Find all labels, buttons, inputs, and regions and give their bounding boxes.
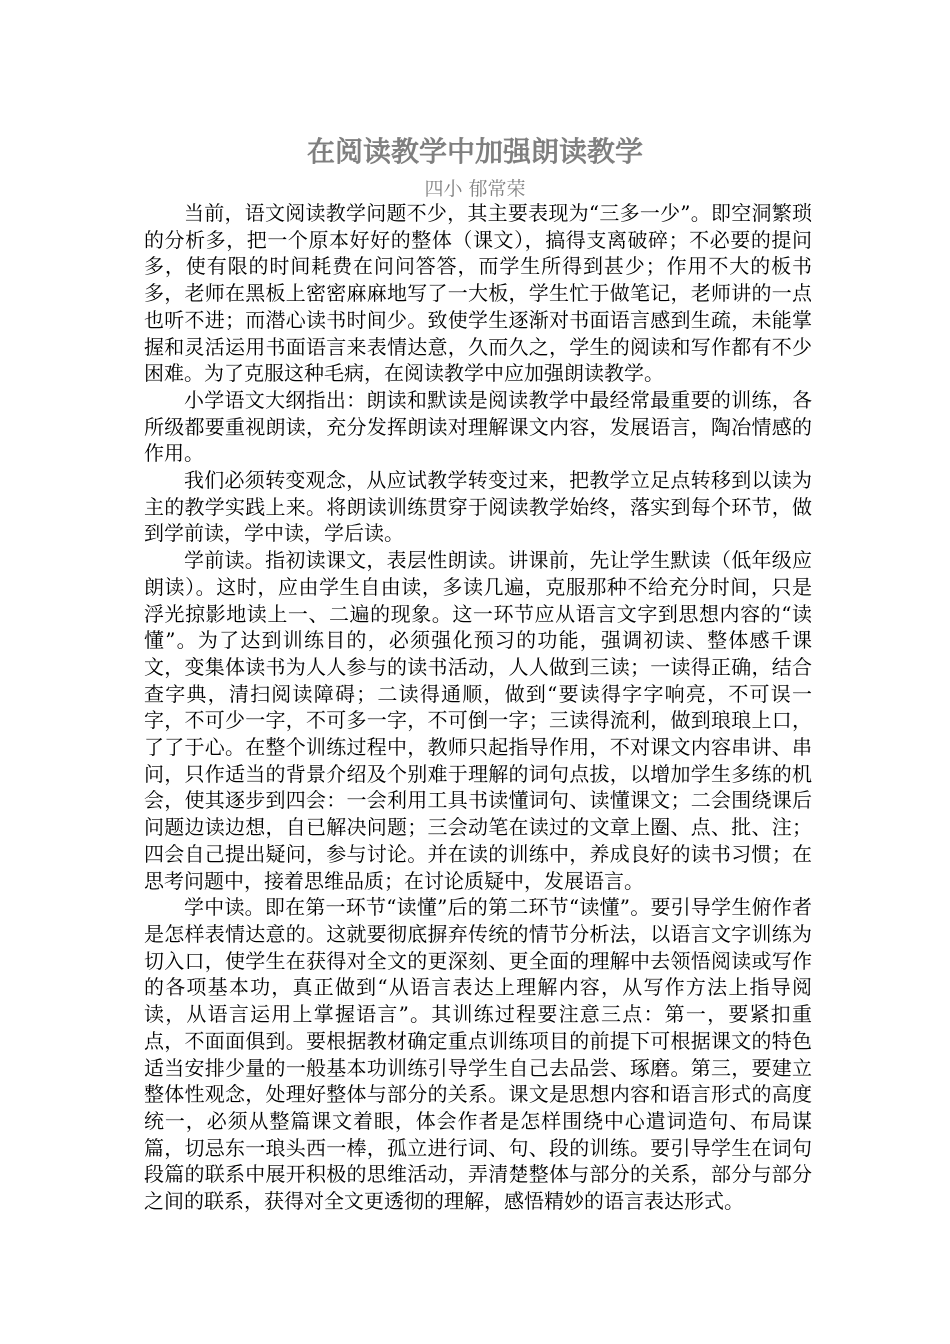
document-title: 在阅读教学中加强朗读教学 [306, 135, 643, 168]
document-author: 四小 郁常荣 [424, 178, 526, 200]
paragraph-1: 当前，语文阅读教学问题不少，其主要表现为“三多一少”。即空洞繁琐的分析多，把一个原本好好的整体（课文），搞得支离破碎；不必要的提问多，使有限的时间耗费在问问答答，而学生所得到甚少；作用不大的板书多，老师在黑板上密密麻麻地写了一大板，学生忙于做笔记，老师讲的一点也听不进；而潜心读书时间少。致使学生逐渐对书面语言感到生疏，未能掌握和灵活运用书面语言来表情达意，久而久之，学生的阅读和写作都有不少困难。为了克服这种毛病，在阅读教学中应加强朗读教学。 [144, 201, 812, 386]
paragraph-5: 学中读。即在第一环节“读懂”后的第二环节“读懂”。要引导学生俯作者是怎样表情达意的。这就要彻底摒弃传统的情节分析法，以语言文字训练为切入口，使学生在获得对全文的更深刻、更全面的理解中去领悟阅读或写作的各项基本功，真正做到“从语言表达上理解内容，从写作方法上指导阅读，从语言运用上掌握语言”。其训练过程要注意三点：第一，要紧扣重点，不面面俱到。要根据教材确定重点训练项目的前提下可根据课文的特色适当安排少量的一般基本功训练引导学生自己去品尝、琢磨。第三，要建立整体性观念，处理好整体与部分的关系。课文是思想内容和语言形式的高度统一，必须从整篇课文着眼，体会作者是怎样围绕中心遣词造句、布局谋篇，切忌东一琅头西一棒，孤立进行词、句、段的训练。要引导学生在词句段篇的联系中展开积极的思维活动，弄清楚整体与部分的关系，部分与部分之间的联系，获得对全文更透彻的理解，感悟精妙的语言表达形式。 [144, 895, 812, 1214]
paragraph-2: 小学语文大纲指出：朗读和默读是阅读教学中最经常最重要的训练，各所级都要重视朗读，充分发挥朗读对理解课文内容，发展语言，陶冶情感的作用。 [144, 387, 812, 466]
document-body [144, 200, 812, 1215]
paragraph-4: 学前读。指初读课文，表层性朗读。讲课前，先让学生默读（低年级应朗读）。这时，应由学生自由读，多读几遍，克服那种不给充分时间，只是浮光掠影地读上一、二遍的现象。这一环节应从语言文字到思想内容的“读懂”。为了达到训练目的，必须强化预习的功能，强调初读、整体感千课文，变集体读书为人人参与的读书活动，人人做到三读；一读得正确，结合查字典，清扫阅读障碍；二读得通顺，做到“要读得字字响亮，不可误一字，不可少一字，不可多一字，不可倒一字；三读得流利，做到琅琅上口，了了于心。在整个训练过程中，教师只起指导作用，不对课文内容串讲、串问，只作适当的背景介绍及个别难于理解的词句点拔，以增加学生多练的机会，使其逐步到四会：一会利用工具书读懂词句、读懂课文；二会围绕课后问题边读边想，自已解决问题；三会动笔在读过的文章上圈、点、批、注；四会自己提出疑问，参与讨论。并在读的训练中，养成良好的读书习惯；在思考问题中，接着思维品质；在讨论质疑中，发展语言。 [144, 548, 812, 893]
paragraph-3: 我们必须转变观念，从应试教学转变过来，把教学立足点转移到以读为主的教学实践上来。将朗读训练贯穿于阅读教学始终，落实到每个环节，做到学前读，学中读，学后读。 [144, 468, 812, 546]
